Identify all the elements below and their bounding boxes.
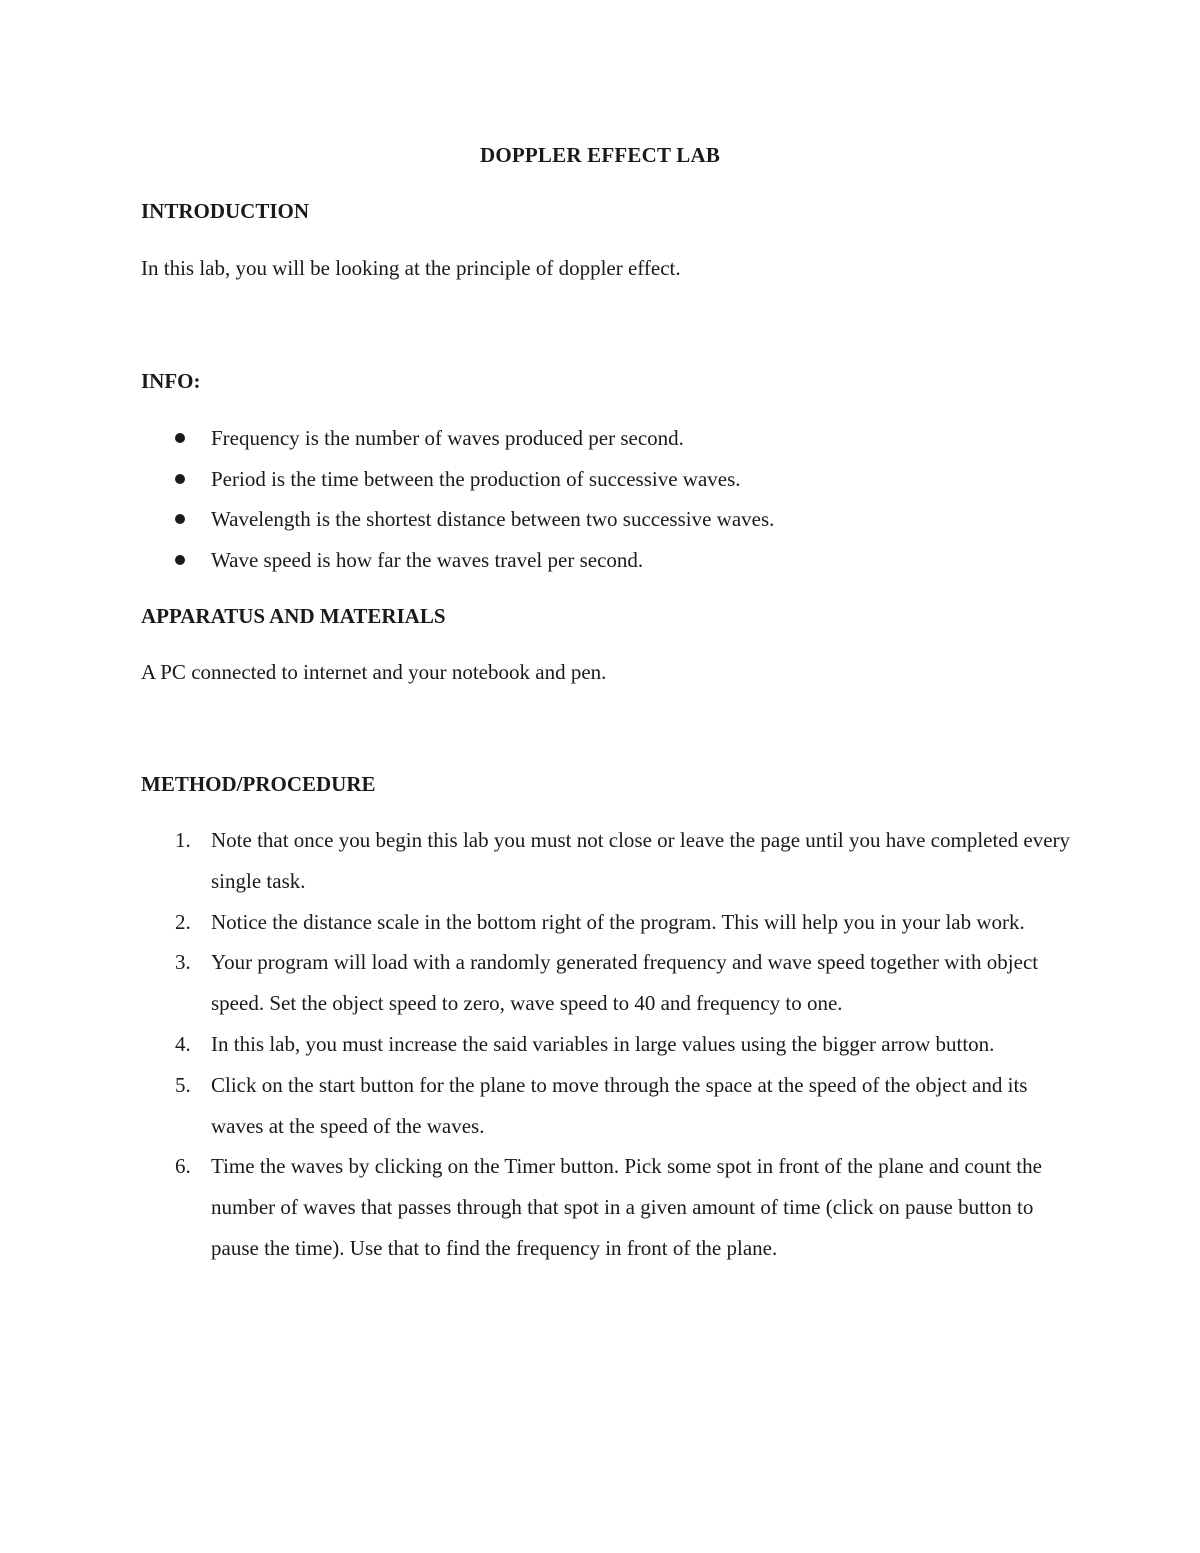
step-number: 4. — [175, 1031, 191, 1056]
bullet-icon — [175, 433, 185, 443]
list-item-text: Wavelength is the shortest distance between two successive waves. — [211, 507, 775, 531]
step-number: 6. — [175, 1154, 191, 1179]
bullet-icon — [175, 514, 185, 524]
list-item-text: Frequency is the number of waves produced per second. — [211, 426, 684, 450]
list-item — [141, 426, 1071, 467]
introduction-text: In this lab, you will be looking at the principle of doppler effect. — [141, 256, 681, 280]
step-number: 2. — [175, 909, 191, 934]
info-heading: INFO: — [141, 369, 201, 393]
method-heading: METHOD/PROCEDURE — [141, 772, 376, 796]
step-text: Your program will load with a randomly generated frequency and wave speed together with object speed. Set the object speed to zero, wave speed to 40 and frequency to one. — [211, 950, 1039, 1016]
list-item — [141, 1146, 1071, 1268]
bullet-icon — [175, 474, 185, 484]
step-number: 5. — [175, 1072, 191, 1097]
list-item-text: Wave speed is how far the waves travel per second. — [211, 547, 644, 572]
step-text: Time the waves by clicking on the Timer button. Pick some spot in front of the plane and count the number of waves that passes through that spot in a given amount of time (click on pause button to pause the time). Use that to find the frequency in front of the plane. — [211, 1154, 1042, 1260]
list-item — [141, 820, 1071, 902]
step-text: In this lab, you must increase the said variables in large values using the bigger arrow button. — [211, 1031, 995, 1056]
introduction-heading: INTRODUCTION — [141, 199, 310, 223]
list-item — [141, 902, 1071, 943]
list-item — [141, 1024, 1071, 1065]
apparatus-text: A PC connected to internet and your notebook and pen. — [141, 660, 607, 684]
info-list — [141, 426, 1071, 588]
list-item — [141, 467, 1071, 508]
list-item — [141, 507, 1071, 548]
step-text: Note that once you begin this lab you must not close or leave the page until you have completed every single task. — [211, 828, 1071, 893]
list-item — [141, 1065, 1071, 1147]
apparatus-heading: APPARATUS AND MATERIALS — [141, 604, 446, 628]
step-text: Click on the start button for the plane to move through the space at the speed of the object and its waves at the speed of the waves. — [211, 1072, 1028, 1138]
list-item — [141, 942, 1071, 1024]
list-item-text: Period is the time between the production of successive waves. — [211, 466, 741, 491]
step-number: 3. — [175, 950, 191, 975]
list-item — [141, 548, 1071, 589]
bullet-icon — [175, 555, 185, 565]
document-title: DOPPLER EFFECT LAB — [479, 143, 721, 167]
method-steps — [141, 820, 1071, 1269]
step-number: 1. — [175, 828, 191, 852]
step-text: Notice the distance scale in the bottom right of the program. This will help you in your lab work. — [211, 909, 1025, 934]
